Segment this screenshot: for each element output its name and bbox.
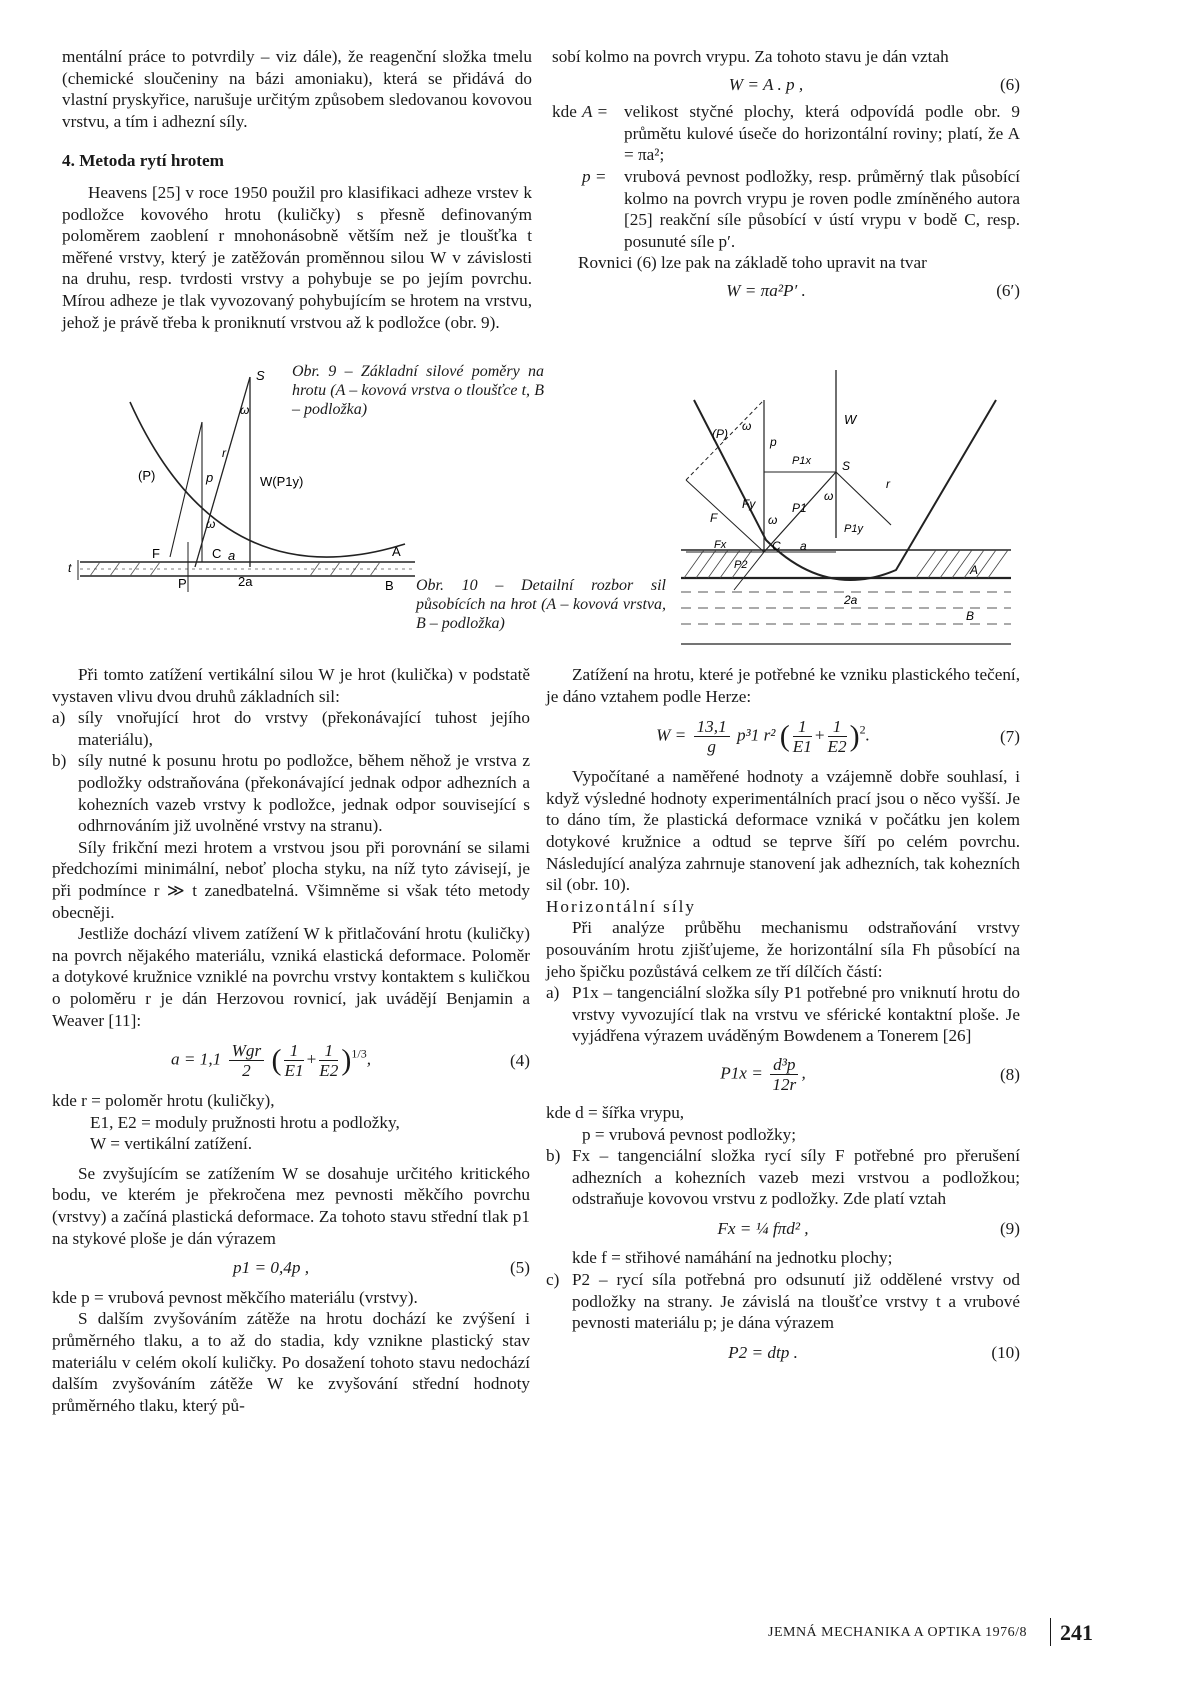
definition: kde d = šířka vrypu, — [546, 1102, 685, 1122]
footer-divider — [1050, 1618, 1051, 1646]
paragraph: Rovnici (6) lze pak na základě toho upravit na tvar — [578, 253, 927, 273]
fig10-label: Fx — [714, 539, 727, 551]
fig10-label: P2 — [734, 559, 748, 571]
definition: W = vertikální zatížení. — [90, 1134, 253, 1154]
fig10-label: F — [710, 511, 718, 525]
fig9-label: 2a — [238, 574, 253, 589]
paragraph: Se zvyšujícím se zatížením W se dosahuje určitého kritického bodu, ve kterém je překročena mez pevnosti měkčího povrchu (vrstvy) a začíná plastická deformace. Za tohoto stavu střední tlak p1 na stykové ploše je dán výrazem — [52, 1163, 530, 1248]
fig9-label: W(P1y) — [260, 474, 304, 489]
fig10-label: S — [842, 459, 851, 473]
fig9-label: F — [152, 546, 160, 561]
fig10-label: a — [800, 539, 807, 553]
paragraph: mentální práce to potvrdily – viz dále), že reagenční složka tmelu (chemické sloučeniny na bázi amoniaku), která se přidává do vlastní pryskyřice, narušuje určitým způsobem sledovanou kovovou vrstvu, a tím i adhezní síly. — [62, 47, 532, 131]
definition: kde r = poloměr hrotu (kuličky), — [52, 1091, 275, 1111]
left-top-column — [62, 46, 532, 333]
fig9-label: ω — [240, 403, 250, 417]
right-bottom-column — [546, 664, 1020, 1371]
page-number: 241 — [1060, 1620, 1093, 1645]
fig9-label: P — [178, 576, 187, 591]
fig9-label: A — [392, 544, 401, 559]
paragraph: Jestliže dochází vlivem zatížení W k přitlačování hrotu (kuličky) na povrch nějakého materiálu, vzniká elastická deformace. Poloměr a dotykové kružnice vzniklé na povrchu vrstvy kontaktem s kuličkou o poloměru r je dán Herzovou rovnicí, jak uvádějí Benjamin a Weaver [11]: — [52, 924, 530, 1030]
equation-7: W = $\frac{13,1}{g}$ p³1 r² ( $\frac{1}{E1}$ + $\frac{1}{E2}$ )$^2$. (7) — [656, 717, 1020, 757]
definition: kde f = střihové namáhání na jednotku plochy; — [572, 1248, 893, 1268]
right-top-column — [552, 46, 1020, 308]
definition: kde p = vrubová pevnost měkčího materiálu (vrstvy). — [52, 1287, 418, 1307]
figure-10-diagram — [676, 360, 1016, 652]
fig9-label: ω — [206, 517, 216, 531]
definition: E1, E2 = moduly pružnosti hrotu a podložky, — [90, 1112, 400, 1132]
fig9-label: B — [385, 578, 394, 593]
fig10-label: r — [886, 477, 890, 491]
fig10-label: 2a — [844, 593, 858, 607]
journal-footer: JEMNÁ MECHANIKA A OPTIKA 1976/8 — [768, 1625, 1027, 1640]
section-heading: 4. Metoda rytí hrotem — [62, 151, 224, 171]
paragraph: Při tomto zatížení vertikální silou W je hrot (kulička) v podstatě vystaven vlivu dvou druhů základních sil: — [52, 665, 530, 706]
paragraph: Při analýze průběhu mechanismu odstraňování vrstvy posouváním hrotu zjišťujeme, že horizontální síla Fh působící na jeho špičku pozůstává celkem ze tří dílčích částí: — [546, 918, 1020, 981]
fig10-label: P1 — [792, 501, 807, 515]
fig9-label: r — [222, 446, 226, 460]
left-bottom-column — [52, 664, 530, 1416]
figure-9-caption: Obr. 9 – Základní silové poměry na hrotu (A – kovová vrstva o tloušťce t, B – podložka) — [292, 363, 544, 418]
list-item: a) P1x – tangenciální složka síly P1 potřebné pro vniknutí hrotu do vrstvy vyvozující tlak na vrstvu ve sférické kontaktní ploše. Je vyjádřena výrazem uváděným Bowdenem a Tonerem [26] — [546, 983, 1020, 1046]
fig9-label: C — [212, 546, 222, 561]
equation-6: W = A . p , (6) — [728, 74, 1020, 94]
fig10-label: (P) — [712, 427, 728, 441]
fig10-label: P1y — [844, 523, 863, 535]
fig10-label: W — [844, 412, 857, 427]
figure-10-caption: Obr. 10 – Detailní rozbor sil působících na hrot (A – kovová vrstva, B – podložka) — [416, 577, 666, 632]
fig10-label: Fy — [742, 497, 756, 511]
paragraph: Heavens [25] v roce 1950 použil pro klasifikaci adheze vrstev k podložce kovového hrotu (kuličky) s přesně definovaným poloměrem zaoblení r mnohonásobně větším než je tloušťka t měřené vrstvy, který je zatěžován proměnnou silou W v závislosti na druhu, resp. tvrdosti vrstvy a pohybuje se po jejím povrchu. Mírou adheze je tlak vyvozovaný pohybujícím se hrotem na vrstvu, jehož je právě třeba k proniknutí vrstvou až k podložce (obr. 9). — [62, 182, 532, 332]
list-item: a) síly vnořující hrot do vrstvy (překonávající tuhost jejího materiálu), — [52, 708, 530, 749]
list-item: b) Fx – tangenciální složka rycí síly F potřebné pro přerušení adhezních a kohezních vazeb mezi vrstvou a podložkou; odstraňuje kovovou vrstvu z podložky. Zde platí vztah — [546, 1146, 1020, 1209]
fig10-label: ω — [742, 419, 752, 433]
paragraph: Zatížení na hrotu, které je potřebné ke vzniku plastického tečení, je dáno vztahem podle Herze: — [546, 665, 1020, 706]
fig9-label-S: S — [256, 368, 265, 383]
paragraph: sobí kolmo na povrch vrypu. Za tohoto stavu je dán vztah — [552, 47, 949, 66]
section-heading: Horizontální síly — [546, 896, 696, 916]
equation-5: p1 = 0,4p , (5) — [232, 1258, 530, 1278]
equation-9: Fx = ¼ fπd² , (9) — [717, 1218, 1020, 1238]
fig10-label: B — [966, 609, 975, 623]
fig9-label: t — [68, 561, 72, 575]
equation-6-prime: W = πa²P′ . (6′) — [726, 280, 1020, 300]
fig10-label: C — [772, 539, 781, 553]
list-item: b) síly nutné k posunu hrotu po podložce, během něhož je vrstva z podložky odstraňována (překonávající jednak odpor adhezních a kohezních vazeb vrstvy k podložce, jednak odpor související s odhrnováním již uvolněné vrstvy na stranu). — [52, 751, 530, 836]
paragraph: Síly frikční mezi hrotem a vrstvou jsou při porovnání se silami předchozími minimální, neboť plocha styku, na níž tyto závisejí, je při podmínce r ≫ t zanedbatelná. Všimněme si však této metody obecněji. — [52, 837, 530, 922]
definition-A: kde A = velikost styčné plochy, která odpovídá podle obr. 9 průmětu kulové úseče do horizontální roviny; platí, že A = πa²; — [552, 102, 1020, 165]
equation-4: a = 1,1 $\frac{\text{Wgr}}{2}$ ( $\frac{1}{E1}$ + $\frac{1}{E2}$ )$^{1/3}$, (4) — [170, 1041, 530, 1081]
definition-p: p = vrubová pevnost podložky, resp. průměrný tlak působící kolmo na povrch vrypu je roven podle zmíněného autora [25] reakční síle působící v ústí vrypu v bodě C, resp. posunuté síle p′. — [582, 166, 1020, 251]
paragraph: Vypočítané a naměřené hodnoty a vzájemně dobře souhlasí, i když výsledné hodnoty experimentálních prací jsou o něco vyšší. Je to dáno tím, že plastická deformace vzniká v počátku jen kolem dotykové kružnice a odtud se teprve šíří po celém povrchu. Následující analýza zahrnuje stanovení jak adhezních, tak kohezních sil (obr. 10). — [546, 767, 1020, 895]
fig10-label: A — [970, 563, 979, 577]
list-item: c) P2 – rycí síla potřebná pro odsunutí již oddělené vrstvy od podložky na strany. Je závislá na tloušťce vrstvy t a vrubové pevnosti materiálu p; je dána výrazem — [546, 1270, 1020, 1333]
fig10-label: P1x — [792, 455, 811, 467]
equation-8: P1x = $\frac{\text{d³p}}{12r}$ , (8) — [720, 1054, 1020, 1094]
equation-10: P2 = dtp . (10) — [728, 1342, 1020, 1362]
fig9-label: p — [206, 470, 214, 485]
paragraph: S dalším zvyšováním zátěže na hrotu dochází ke zvýšení i průměrného tlaku, a to až do stadia, kdy vznikne plastický stav materiálu v celém okolí kuličky. Po dosažení tohoto stavu nedochází dalším zvyšováním zátěže W ke zvyšování střední hodnoty průměrného tlaku, který pů- — [52, 1309, 530, 1415]
fig9-label: (P) — [138, 468, 156, 483]
definition: p = vrubová pevnost podložky; — [582, 1124, 797, 1144]
fig10-label: ω — [824, 489, 834, 503]
fig10-label: ω — [768, 513, 778, 527]
fig10-label: p — [770, 435, 777, 449]
fig9-label: a — [228, 548, 236, 563]
